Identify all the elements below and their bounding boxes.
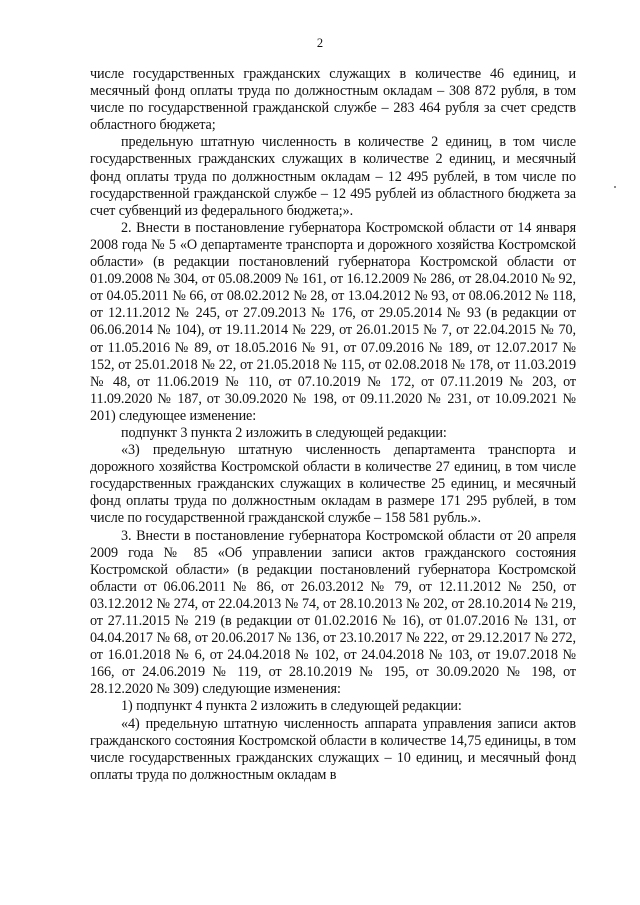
paragraph-item-3-civil-registry: 3. Внести в постановление губернатора Костромской области от 20 апреля 2009 года № 85 «Об управлении записи актов гражданского состояния Костромской области» (в редакции постановлений губернатора Костромской области от 06.06.2011 № 86, от 26.03.2012 № 79, от 12.11.2012 № 250, от 03.12.2012 № 274, от 22.04.2013 № 74, от 28.10.2013 № 202, от 28.10.2014 № 219, от 27.11.2015 № 219 (в редакции от 01.02.2016 № 16), от 01.07.2016 № 131, от 04.04.2017 № 68, от 20.06.2017 № 136, от 23.10.2017 № 222, от 29.12.2017 № 272, от 16.01.2018 № 6, от 24.04.2018 № 102, от 24.04.2018 № 103, от 19.07.2018 № 166, от 24.06.2019 № 119, от 28.10.2019 № 195, от 30.09.2020 № 198, от 28.12.2020 № 309) следующие изменения: <box>90 527 576 698</box>
paragraph-subpoint-3-intro: подпункт 3 пункта 2 изложить в следующей редакции: <box>121 424 447 441</box>
page-number: 2 <box>316 36 324 50</box>
paragraph-item-2-transport-department: 2. Внести в постановление губернатора Костромской области от 14 января 2008 года № 5 «О департаменте транспорта и дорожного хозяйства Костромской области» (в редакции постановлений губернатора Костромской области от 01.09.2008 № 304, от 05.08.2009 № 161, от 16.12.2009 № 286, от 28.04.2010 № 92, от 04.05.2011 № 66, от 08.02.2012 № 28, от 13.04.2012 № 93, от 08.06.2012 № 118, от 12.11.2012 № 245, от 27.09.2013 № 176, от 29.05.2014 № 93 (в редакции от 06.06.2014 № 104), от 19.11.2014 № 229, от 26.01.2015 № 7, от 22.04.2015 № 70, от 11.05.2016 № 89, от 18.05.2016 № 91, от 07.09.2016 № 189, от 12.07.2017 № 152, от 25.01.2018 № 22, от 21.05.2018 № 115, от 02.08.2018 № 178, от 11.03.2019 № 48, от 11.06.2019 № 110, от 07.10.2019 № 172, от 07.11.2019 № 203, от 11.09.2020 № 187, от 30.09.2020 № 198, от 09.11.2020 № 231, от 10.09.2021 № 201) следующее изменение: <box>90 219 576 424</box>
paragraph-subpoint-4-intro: 1) подпункт 4 пункта 2 изложить в следующей редакции: <box>121 698 462 715</box>
paragraph-subpoint-3-text: «3) предельную штатную численность департамента транспорта и дорожного хозяйства Костромской области в количестве 27 единиц, в том числе государственных гражданских служащих в количестве 25 единиц, и месячный фонд оплаты труда по должностным окладам в размере 171 295 рублей, в том числе по государственной гражданской службе – 158 581 рубль.». <box>90 442 576 527</box>
paragraph-continuation: числе государственных гражданских служащих в количестве 46 единиц, и месячный фонд оплаты труда по должностным окладам – 308 872 рубля, в том числе по государственной гражданской службе – 283 464 рубля за счет средств областного бюджета; <box>90 66 576 134</box>
paragraph-subpoint-4-text: «4) предельную штатную численность аппарата управления записи актов гражданского состояния Костромской области в количестве 14,75 единицы, в том числе государственных гражданских служащих – 10 единиц, и месячный фонд оплаты труда по должностным окладам в <box>90 715 576 783</box>
paragraph-staff-limit-subvention: предельную штатную численность в количестве 2 единиц, в том числе государственных гражданских служащих в количестве 2 единиц, и месячный фонд оплаты труда по должностным окладам – 12 495 рублей, в том числе по государственной гражданской службе – 12 495 рублей из областного бюджета за счет субвенций из федерального бюджета;». <box>90 134 576 219</box>
scan-speck <box>614 186 616 188</box>
document-body <box>90 66 576 784</box>
